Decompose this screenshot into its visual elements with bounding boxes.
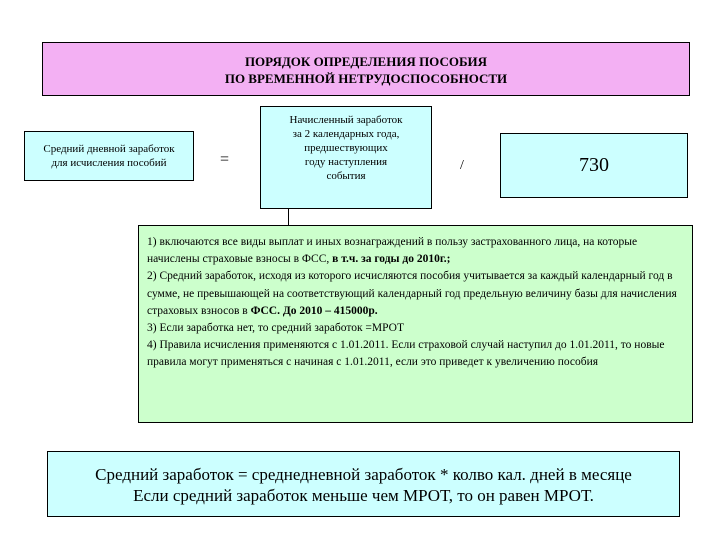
accrued-line-5: события	[326, 170, 366, 182]
avg-daily-line-2: для исчисления пособий	[51, 157, 167, 169]
note-4: 4) Правила исчисления применяются с 1.01.2011. Если страховой случай наступил до 1.01.2011, то новые правила могут применяться с начиная с 1.01.2011, если это приведет к увеличению пособия	[147, 339, 665, 369]
note-2-bold: ФСС. До 2010 – 415000р.	[250, 304, 378, 317]
formula-box	[47, 451, 680, 517]
avg-daily-earnings-box	[24, 131, 194, 181]
title-line-2: ПО ВРЕМЕННОЙ НЕТРУДОСПОСОБНОСТИ	[224, 71, 508, 86]
note-2	[147, 268, 686, 320]
days-count-box	[500, 133, 688, 198]
note-3: 3) Если заработка нет, то средний заработок =МРОТ	[147, 322, 404, 335]
note-1	[147, 234, 686, 268]
note-1-text: 1) включаются все виды выплат и иных вознаграждений в пользу застрахованного лица, на которые начислены страховые взносы в ФСС,	[147, 236, 638, 266]
title-line-1: ПОРЯДОК ОПРЕДЕЛЕНИЯ ПОСОБИЯ	[244, 54, 488, 69]
accrued-earnings-box	[260, 106, 432, 209]
accrued-line-4: году наступления	[304, 156, 388, 168]
note-1-bold: в т.ч. за годы до 2010г.;	[332, 253, 451, 266]
divide-sign: /	[460, 158, 464, 173]
note-2-text: 2) Средний заработок, исходя из которого исчисляются пособия учитывается за каждый календарный год в сумме, не превышающей на соответствующий календарный год предельную величину базы для начисления страховых взносов в	[147, 270, 677, 317]
formula-line-2: Если средний заработок меньше чем МРОТ, то он равен МРОТ.	[133, 486, 594, 505]
accrued-line-1: Начисленный заработок	[289, 114, 403, 126]
accrued-line-2: за 2 календарных года,	[292, 128, 400, 140]
notes-box	[138, 225, 693, 423]
days-count-value: 730	[579, 154, 609, 176]
accrued-line-3: предшествующих	[304, 142, 388, 154]
title-box	[42, 42, 690, 96]
avg-daily-line-1: Средний дневной заработок	[43, 143, 175, 155]
formula-line-1: Средний заработок = среднедневной заработок * колво кал. дней в месяце	[95, 465, 632, 484]
equals-sign: =	[220, 151, 230, 168]
